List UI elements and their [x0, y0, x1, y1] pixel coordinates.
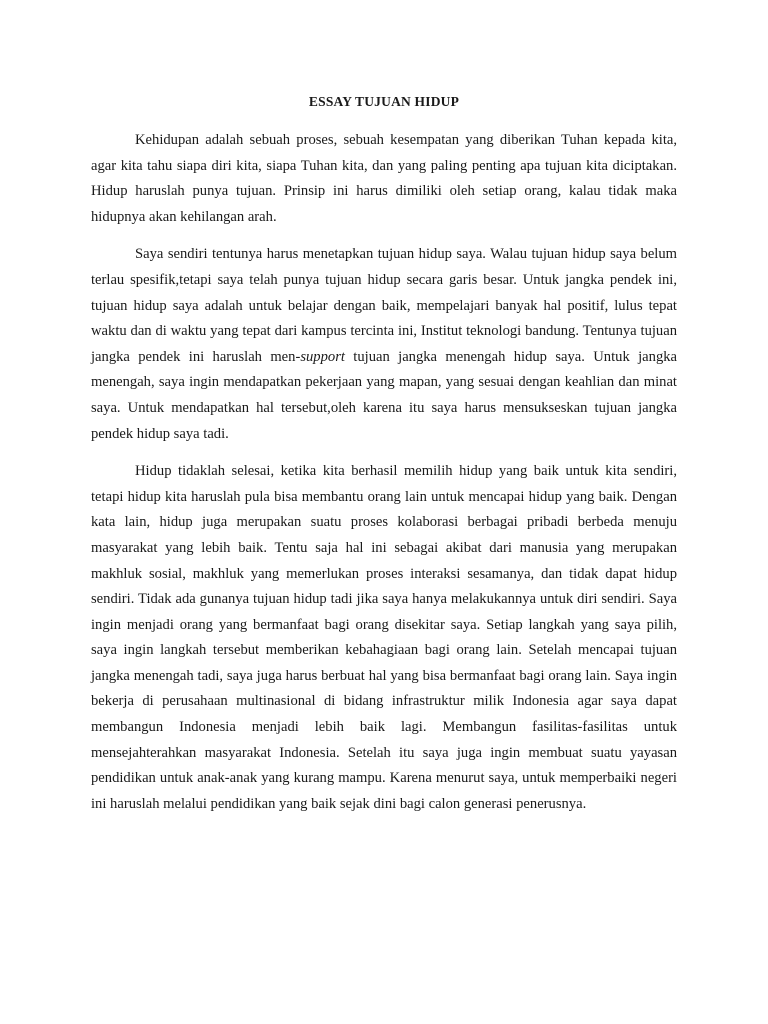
paragraph-2-text-start: Saya sendiri tentunya harus menetapkan tujuan hidup saya. Walau tujuan hidup saya belum terlau spesifik,tetapi saya telah punya tujuan hidup secara garis besar. Untuk jangka pendek ini, tujuan hidup saya adalah untuk belajar dengan baik, mempelajari banyak hal positif, lulus tepat waktu dan di waktu yang tepat dari kampus tercinta ini, Institut teknologi bandung. Tentunya tujuan jangka pendek ini haruslah men-	[91, 246, 677, 365]
paragraph-2	[91, 242, 677, 447]
paragraph-3	[91, 459, 677, 817]
paragraph-3-text: Hidup tidaklah selesai, ketika kita berhasil memilih hidup yang baik untuk kita sendiri, tetapi hidup kita haruslah pula bisa membantu orang lain untuk mencapai hidup yang baik. Dengan kata lain, hidup juga merupakan suatu proses kolaborasi berbagai pribadi berbeda menuju masyarakat yang lebih baik. Tentu saja hal ini sebagai akibat dari manusia yang merupakan makhluk sosial, makhluk yang memerlukan proses interaksi sesamanya, dan tidak dapat hidup sendiri. Tidak ada gunanya tujuan hidup tadi jika saya hanya melakukannya untuk diri sendiri. Saya ingin menjadi orang yang bermanfaat bagi orang disekitar saya. Setiap langkah yang saya pilih, saya ingin langkah tersebut memberikan kebahagiaan bagi orang lain. Setelah mencapai tujuan jangka menengah tadi, saya juga harus berbuat hal yang bisa bermanfaat bagi orang lain. Saya ingin bekerja di perusahaan multinasional di bidang infrastruktur milik Indonesia agar saya dapat membangun Indonesia menjadi lebih baik lagi. Membangun fasilitas-fasilitas untuk mensejahterahkan masyarakat Indonesia. Setelah itu saya juga ingin membuat suatu yayasan pendidikan untuk anak-anak yang kurang mampu. Karena menurut saya, untuk memperbaiki negeri ini haruslah melalui pendidikan yang baik sejak dini bagi calon generasi penerusnya.	[91, 463, 677, 812]
document-title: ESSAY TUJUAN HIDUP	[308, 94, 460, 109]
paragraph-1	[91, 128, 677, 230]
paragraph-2-text-end: tujuan jangka menengah hidup saya. Untuk jangka menengah, saya ingin mendapatkan pekerjaan yang mapan, yang sesuai dengan keahlian dan minat saya. Untuk mendapatkan hal tersebut,oleh karena itu saya harus mensukseskan tujuan jangka pendek hidup saya tadi.	[91, 348, 678, 442]
paragraph-2-italic-word: support	[300, 348, 345, 365]
paragraph-1-text: Kehidupan adalah sebuah proses, sebuah kesempatan yang diberikan Tuhan kepada kita, agar kita tahu siapa diri kita, siapa Tuhan kita, dan yang paling penting apa tujuan kita diciptakan. Hidup haruslah punya tujuan. Prinsip ini harus dimiliki oleh setiap orang, kalau tidak maka hidupnya akan kehilangan arah.	[91, 132, 677, 225]
document-body	[91, 128, 677, 829]
